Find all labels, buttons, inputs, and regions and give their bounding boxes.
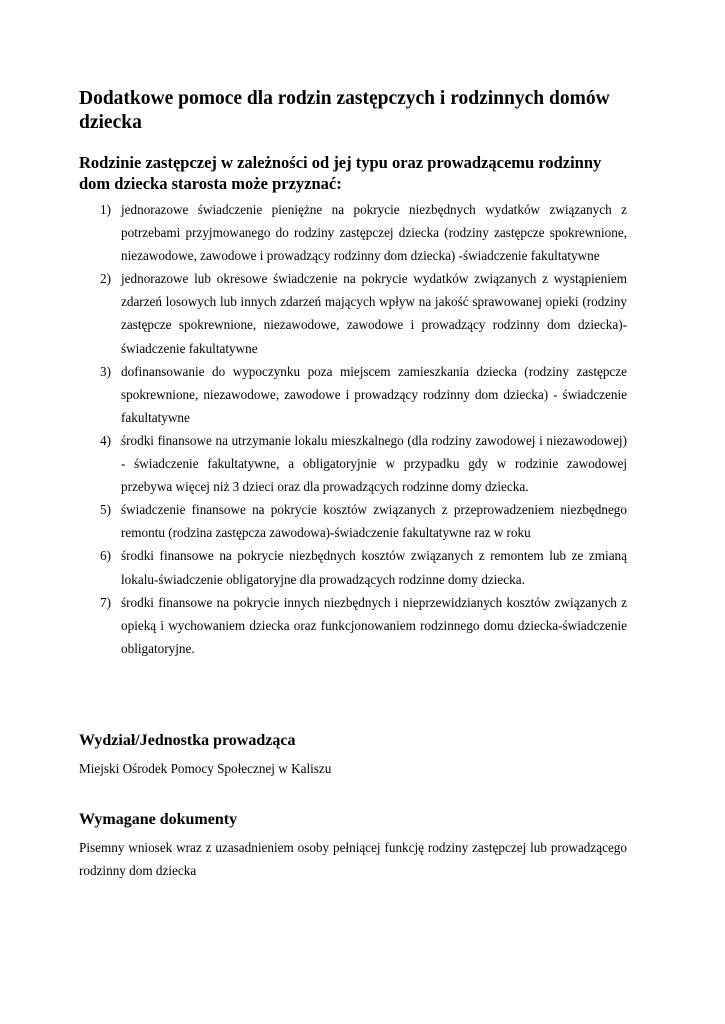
benefits-list (79, 198, 627, 660)
list-item (79, 360, 627, 429)
list-item (79, 429, 627, 498)
documents-value: Pisemny wniosek wraz z uzasadnieniem osoby pełniącej funkcję rodziny zastępczej lub prowadzącego rodzinny dom dziecka (79, 840, 627, 878)
documents-heading: Wymagane dokumenty (79, 811, 238, 828)
lead-paragraph: Rodzinie zastępczej w zależności od jej typu oraz prowadzącemu rodzinny dom dziecka starosta może przyznać: (79, 153, 602, 193)
item-text: środki finansowe na pokrycie niezbędnych kosztów związanych z remontem lub ze zmianą lokalu-świadczenie obligatoryjne dla prowadzących rodzinne domy dziecka. (121, 548, 627, 587)
list-item (79, 498, 627, 544)
item-text: świadczenie finansowe na pokrycie kosztów związanych z przeprowadzeniem niezbędnego remontu (rodzina zastępcza zawodowa)-świadczenie fakultatywne raz w roku (121, 502, 627, 541)
item-number: 7) (100, 594, 111, 610)
unit-heading: Wydział/Jednostka prowadząca (79, 732, 296, 749)
document-title: Dodatkowe pomoce dla rodzin zastępczych i rodzinnych domów dziecka (79, 88, 610, 133)
list-item (79, 198, 627, 267)
unit-value: Miejski Ośrodek Pomocy Społecznej w Kaliszu (79, 761, 332, 776)
list-item (79, 591, 627, 660)
list-item (79, 267, 627, 359)
list-item (79, 544, 627, 590)
item-text: środki finansowe na pokrycie innych niezbędnych i nieprzewidzianych kosztów związanych z opieką i wychowaniem dziecka oraz funkcjonowaniem rodzinnego domu dziecka-świadczenie obligatoryjne. (121, 594, 627, 656)
item-number: 2) (100, 271, 111, 287)
item-number: 5) (100, 502, 111, 518)
item-text: dofinansowanie do wypoczynku poza miejscem zamieszkania dziecka (rodziny zastępcze spokrewnione, niezawodowe, zawodowe i prowadzący rodzinny dom dziecka) - świadczenie fakultatywne (121, 363, 627, 425)
item-number: 1) (100, 202, 111, 217)
item-text: jednorazowe lub okresowe świadczenie na pokrycie wydatków związanych z wystąpieniem zdarzeń losowych lub innych zdarzeń mających wpływ na jakość sprawowanej opieki (rodziny zastępcze spokrewnione, niezawodowe, zawodowe i prowadzący rodzinny dom dziecka)- świadczenie fakultatywne (121, 271, 627, 356)
unit-section (79, 731, 627, 780)
item-text: jednorazowe świadczenie pieniężne na pokrycie niezbędnych wydatków związanych z potrzebami przyjmowanego do rodziny zastępczej dziecka (rodziny zastępcze spokrewnione, niezawodowe, zawodowe i prowadzący rodzinny dom dziecka) -świadczenie fakultatywne (121, 202, 627, 264)
item-number: 4) (100, 432, 111, 448)
item-text: środki finansowe na utrzymanie lokalu mieszkalnego (dla rodziny zawodowej i niezawodowej) - świadczenie fakultatywne, a obligatoryjnie w przypadku gdy w rodzinie zawodowej przebywa więcej niż 3 dzieci oraz dla prowadzących rodzinne domy dziecka. (121, 432, 627, 495)
item-number: 6) (100, 548, 111, 564)
document-body (79, 87, 627, 660)
documents-section (79, 810, 627, 882)
item-number: 3) (100, 363, 111, 379)
